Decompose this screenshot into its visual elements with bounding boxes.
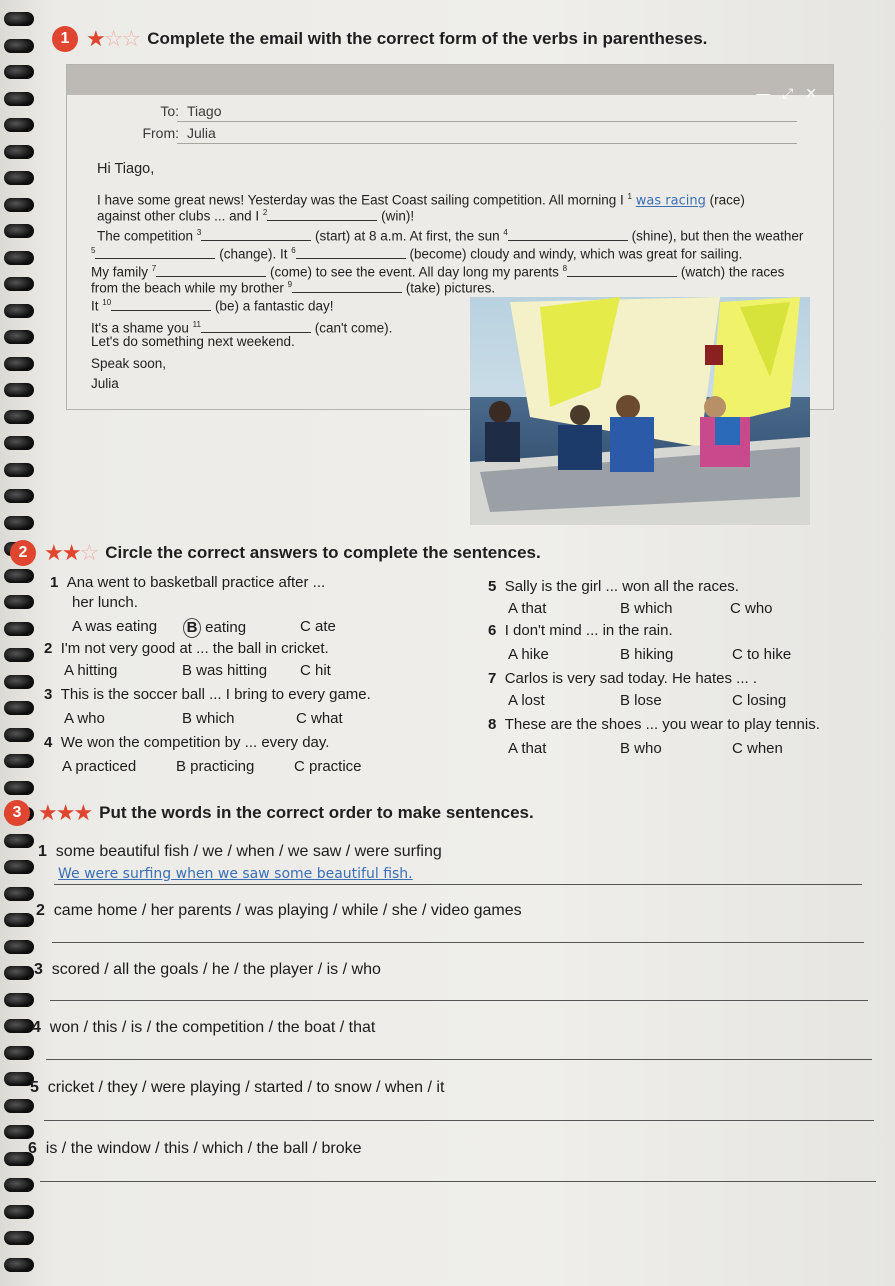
binding-ring-icon [4, 569, 34, 583]
option-a[interactable]: A hitting [64, 662, 118, 679]
blank-number: 9 [287, 280, 293, 289]
question-5 [488, 578, 739, 596]
verb-hint: (race) [709, 192, 745, 208]
binding-ring-icon [4, 993, 34, 1007]
option-c[interactable]: C practice [294, 758, 362, 775]
option-b[interactable]: B hiking [620, 646, 674, 663]
sentence-6-prompt [28, 1140, 362, 1158]
binding-ring-icon [4, 463, 34, 477]
email-title-bar [67, 65, 833, 95]
blank-number: 11 [192, 320, 201, 329]
binding-ring-icon [4, 198, 34, 212]
text: (watch) the races [680, 264, 785, 280]
to-row [87, 103, 222, 119]
blank-number: 5 [91, 246, 96, 255]
blank-number: 7 [151, 264, 157, 273]
binding-ring-icon [4, 887, 34, 901]
email-line-9: Let's do something next weekend. [91, 334, 295, 349]
question-number: 3 [44, 686, 53, 703]
sentence-3-prompt [34, 961, 381, 979]
text: (change). It [219, 246, 292, 262]
answer-line-3[interactable] [50, 1000, 868, 1001]
binding-ring-icon [4, 595, 34, 609]
question-1 [50, 574, 325, 592]
question-text: Ana went to basketball practice after ... [66, 574, 326, 591]
binding-ring-icon [4, 675, 34, 689]
difficulty-stars-icon: ★☆☆ [86, 26, 140, 51]
exercise-number-badge: 1 [52, 26, 78, 52]
answer-line-4[interactable] [46, 1059, 872, 1060]
binding-ring-icon [4, 436, 34, 450]
exercise-number-badge: 2 [10, 540, 36, 566]
item-number: 3 [34, 961, 43, 978]
item-text: won / this / is / the competition / the boat / that [49, 1019, 376, 1036]
binding-ring-icon [4, 171, 34, 185]
email-line-4 [91, 243, 742, 263]
option-a[interactable]: A lost [508, 692, 545, 709]
binding-ring-icon [4, 1099, 34, 1113]
binding-ring-icon [4, 860, 34, 874]
sailing-photo [470, 297, 810, 525]
blank-number: 4 [503, 228, 508, 237]
binding-ring-icon [4, 251, 34, 265]
question-text: I'm not very good at ... the ball in cricket. [60, 640, 329, 657]
spiral-binding [0, 0, 34, 1286]
binding-ring-icon [4, 781, 34, 795]
to-value: Tiago [187, 103, 222, 119]
text: (shine), but then the weather [631, 228, 804, 244]
blank-number: 1 [627, 192, 632, 201]
binding-ring-icon [4, 834, 34, 848]
text: (take) pictures. [405, 280, 496, 296]
question-number: 7 [488, 670, 497, 687]
question-text: Carlos is very sad today. He hates ... . [504, 670, 758, 687]
option-b[interactable]: B which [620, 600, 673, 617]
option-c[interactable]: C when [732, 740, 783, 757]
binding-ring-icon [4, 1205, 34, 1219]
binding-ring-icon [4, 1231, 34, 1245]
blank[interactable] [567, 264, 677, 277]
answer-line-5[interactable] [44, 1120, 874, 1121]
item-text: some beautiful fish / we / when / we saw / were surfing [55, 843, 442, 860]
text: My family [91, 264, 152, 280]
verb-hint: (win)! [381, 208, 415, 224]
question-number: 1 [50, 574, 59, 591]
binding-ring-icon [4, 966, 34, 980]
option-a[interactable]: A was eating [72, 618, 158, 635]
question-8 [488, 716, 820, 734]
question-7 [488, 670, 757, 688]
text: The competition [97, 228, 197, 244]
question-number: 4 [44, 734, 53, 751]
option-a[interactable]: A practiced [62, 758, 137, 775]
option-b[interactable]: B who [620, 740, 662, 757]
text: from the beach while my brother [91, 280, 288, 296]
option-c[interactable]: C to hike [732, 646, 792, 663]
blank[interactable] [292, 280, 402, 293]
option-text: eating [205, 619, 247, 636]
option-c[interactable]: C losing [732, 692, 787, 709]
blank[interactable] [508, 228, 628, 241]
item-text: is / the window / this / which / the ball / broke [45, 1140, 362, 1157]
binding-ring-icon [4, 489, 34, 503]
binding-ring-icon [4, 39, 34, 53]
option-b[interactable]: B which [182, 710, 235, 727]
question-number: 6 [488, 622, 497, 639]
item-number: 2 [36, 902, 45, 919]
binding-ring-icon [4, 12, 34, 26]
binding-ring-icon [4, 330, 34, 344]
question-text: We won the competition by ... every day. [60, 734, 330, 751]
text: I have some great news! Yesterday was the East Coast sailing competition. All morning I [97, 192, 628, 208]
text: against other clubs ... and I [97, 208, 263, 224]
from-label: From: [142, 125, 179, 141]
binding-ring-icon [4, 1046, 34, 1060]
exercise-3-header [4, 800, 534, 826]
option-c[interactable]: C hit [300, 662, 331, 679]
question-text: This is the soccer ball ... I bring to every game. [60, 686, 371, 703]
item-text: scored / all the goals / he / the player / is / who [51, 961, 381, 978]
blank[interactable] [296, 246, 406, 259]
blank-number: 3 [196, 228, 202, 237]
sentence-2-prompt [36, 902, 522, 920]
binding-ring-icon [4, 622, 34, 636]
answer-line-1[interactable] [54, 884, 862, 885]
exercise-number-badge: 3 [4, 800, 30, 826]
difficulty-stars-icon: ★★☆ [44, 540, 98, 565]
sentence-1-prompt [38, 843, 442, 861]
binding-ring-icon [4, 410, 34, 424]
answer-line-6[interactable] [40, 1181, 876, 1182]
sentence-1-answer: We were surfing when we saw some beautiful fish. [58, 866, 413, 882]
circled-answer-b: B [183, 618, 201, 638]
email-line-3 [97, 225, 803, 245]
option-b-circled[interactable] [183, 618, 246, 638]
binding-ring-icon [4, 516, 34, 530]
question-text: Sally is the girl ... won all the races. [504, 578, 739, 595]
question-1-cont: her lunch. [72, 594, 138, 611]
option-b[interactable]: B practicing [176, 758, 255, 775]
item-number: 4 [32, 1019, 41, 1036]
question-number: 8 [488, 716, 497, 733]
to-label: To: [160, 103, 179, 119]
from-value: Julia [187, 125, 216, 141]
email-line-2 [97, 205, 414, 225]
blank[interactable] [156, 264, 266, 277]
text: It [91, 298, 103, 314]
from-field-line [177, 143, 797, 164]
greeting: Hi Tiago, [97, 161, 155, 177]
binding-ring-icon [4, 1125, 34, 1139]
option-a[interactable]: A who [64, 710, 105, 727]
item-text: came home / her parents / was playing / while / she / video games [53, 902, 522, 919]
binding-ring-icon [4, 940, 34, 954]
binding-ring-icon [4, 1258, 34, 1272]
blank-number: 2 [262, 208, 268, 217]
exercise-1-title: Complete the email with the correct form of the verbs in parentheses. [147, 29, 708, 48]
answer-line-2[interactable] [52, 942, 864, 943]
window-controls-icon: — ⤢ ✕ [756, 85, 821, 101]
binding-ring-icon [4, 92, 34, 106]
binding-ring-icon [4, 224, 34, 238]
blank[interactable] [201, 320, 311, 333]
blank[interactable] [95, 246, 215, 259]
binding-ring-icon [4, 701, 34, 715]
option-c[interactable]: C ate [300, 618, 336, 635]
question-number: 2 [44, 640, 53, 657]
handwritten-answer: was racing [635, 193, 706, 209]
email-line-7 [91, 295, 334, 315]
option-b[interactable]: B lose [620, 692, 662, 709]
text: (become) cloudy and windy, which was great for sailing. [409, 246, 743, 262]
blank-number: 10 [102, 298, 112, 307]
binding-ring-icon [4, 728, 34, 742]
binding-ring-icon [4, 1178, 34, 1192]
blank[interactable] [201, 228, 311, 241]
sailing-illustration [470, 297, 810, 525]
binding-ring-icon [4, 145, 34, 159]
binding-ring-icon [4, 118, 34, 132]
binding-ring-icon [4, 754, 34, 768]
option-c[interactable]: C what [296, 710, 343, 727]
email-line-6 [91, 277, 495, 297]
item-number: 1 [38, 843, 47, 860]
question-4 [44, 734, 329, 752]
question-3 [44, 686, 371, 704]
text: (start) at 8 a.m. At first, the sun [315, 228, 504, 244]
question-number: 5 [488, 578, 497, 595]
binding-ring-icon [4, 277, 34, 291]
blank-number: 6 [291, 246, 296, 255]
binding-ring-icon [4, 913, 34, 927]
binding-ring-icon [4, 357, 34, 371]
option-b[interactable]: B was hitting [182, 662, 268, 679]
question-text: I don't mind ... in the rain. [504, 622, 673, 639]
question-6 [488, 622, 673, 640]
text: (come) to see the event. All day long my parents [269, 264, 563, 280]
option-a[interactable]: A that [508, 740, 547, 757]
exercise-2-title: Circle the correct answers to complete the sentences. [105, 543, 541, 562]
exercise-2-header [10, 540, 541, 566]
sentence-5-prompt [30, 1079, 444, 1097]
item-text: cricket / they / were playing / started / to snow / when / it [47, 1079, 445, 1096]
item-number: 5 [30, 1079, 39, 1096]
text: It's a shame you [91, 320, 193, 336]
blank[interactable] [267, 208, 377, 221]
to-field-line [177, 121, 797, 142]
text: (be) a fantastic day! [214, 298, 334, 314]
exercise-1-header [52, 26, 707, 52]
sender-name: Julia [91, 376, 119, 391]
blank-number: 8 [562, 264, 568, 273]
sentence-4-prompt [32, 1019, 375, 1037]
binding-ring-icon [4, 1019, 34, 1033]
blank[interactable] [111, 298, 211, 311]
option-a[interactable]: A that [508, 600, 547, 617]
binding-ring-icon [4, 383, 34, 397]
binding-ring-icon [4, 65, 34, 79]
exercise-3-title: Put the words in the correct order to make sentences. [99, 803, 534, 822]
binding-ring-icon [4, 648, 34, 662]
binding-ring-icon [4, 304, 34, 318]
from-row [87, 125, 216, 141]
option-a[interactable]: A hike [508, 646, 549, 663]
question-text: These are the shoes ... you wear to play tennis. [504, 716, 820, 733]
item-number: 6 [28, 1140, 37, 1157]
sign-off: Speak soon, [91, 356, 167, 371]
difficulty-stars-icon: ★★★ [38, 800, 92, 825]
option-c[interactable]: C who [730, 600, 773, 617]
question-2 [44, 640, 329, 658]
text: (can't come). [314, 320, 393, 336]
